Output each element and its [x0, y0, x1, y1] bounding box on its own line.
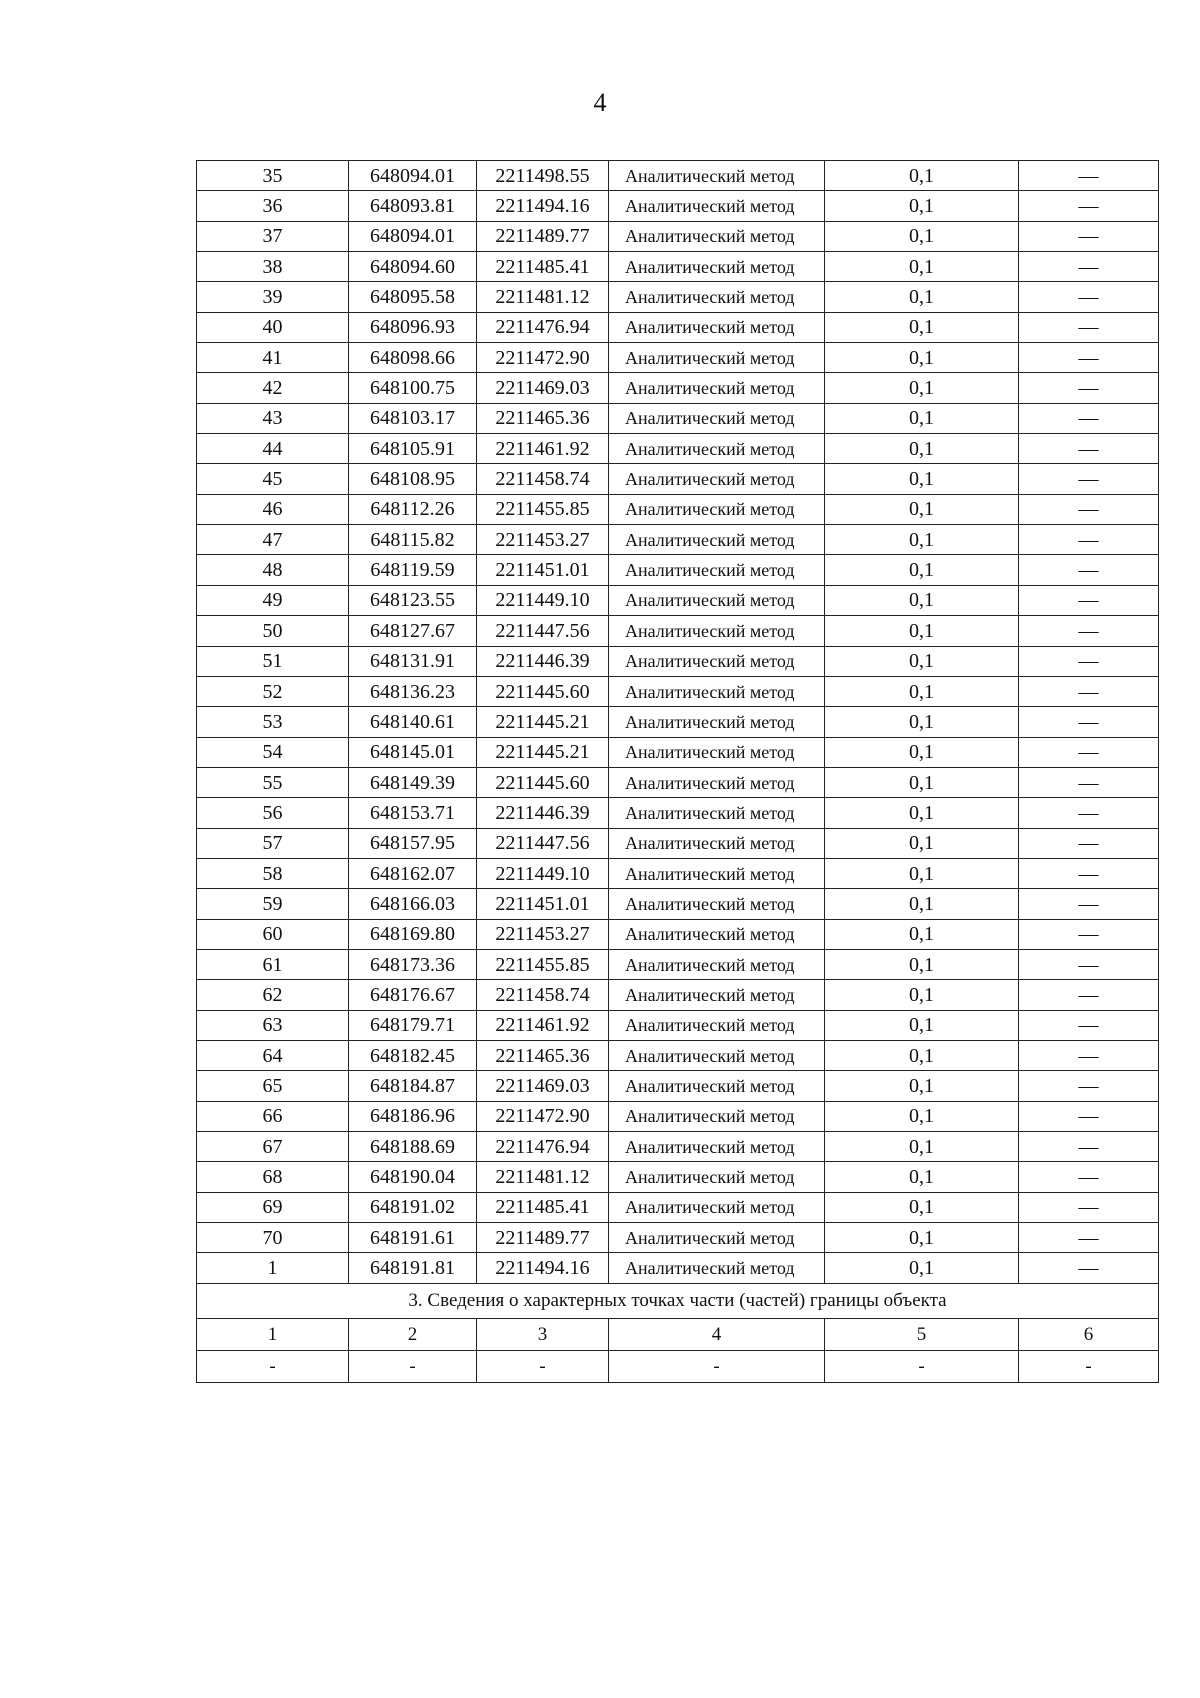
accuracy-cell: 0,1: [825, 980, 1019, 1010]
method-cell: Аналитический метод: [609, 191, 825, 221]
section3-header-cell: 6: [1019, 1318, 1159, 1350]
method-cell: Аналитический метод: [609, 252, 825, 282]
point-number-cell: 62: [197, 980, 349, 1010]
description-cell: —: [1019, 585, 1159, 615]
table-row: [197, 494, 1159, 524]
x-coordinate-cell: 648188.69: [349, 1132, 477, 1162]
method-cell: Аналитический метод: [609, 889, 825, 919]
table-row: [197, 919, 1159, 949]
point-number-cell: 42: [197, 373, 349, 403]
table-row: [197, 161, 1159, 191]
table-row: [197, 343, 1159, 373]
method-cell: Аналитический метод: [609, 1223, 825, 1253]
accuracy-cell: 0,1: [825, 1192, 1019, 1222]
x-coordinate-cell: 648191.61: [349, 1223, 477, 1253]
method-cell: Аналитический метод: [609, 373, 825, 403]
table-row: [197, 1223, 1159, 1253]
point-number-cell: 67: [197, 1132, 349, 1162]
table-row: [197, 767, 1159, 797]
y-coordinate-cell: 2211458.74: [477, 464, 609, 494]
y-coordinate-cell: 2211476.94: [477, 1132, 609, 1162]
y-coordinate-cell: 2211481.12: [477, 1162, 609, 1192]
description-cell: —: [1019, 494, 1159, 524]
description-cell: —: [1019, 434, 1159, 464]
point-number-cell: 61: [197, 949, 349, 979]
point-number-cell: 60: [197, 919, 349, 949]
y-coordinate-cell: 2211465.36: [477, 1040, 609, 1070]
point-number-cell: 59: [197, 889, 349, 919]
y-coordinate-cell: 2211494.16: [477, 191, 609, 221]
section3-value-cell: -: [1019, 1350, 1159, 1382]
accuracy-cell: 0,1: [825, 828, 1019, 858]
x-coordinate-cell: 648186.96: [349, 1101, 477, 1131]
description-cell: —: [1019, 464, 1159, 494]
accuracy-cell: 0,1: [825, 1162, 1019, 1192]
description-cell: —: [1019, 707, 1159, 737]
method-cell: Аналитический метод: [609, 1040, 825, 1070]
accuracy-cell: 0,1: [825, 403, 1019, 433]
accuracy-cell: 0,1: [825, 737, 1019, 767]
accuracy-cell: 0,1: [825, 676, 1019, 706]
x-coordinate-cell: 648105.91: [349, 434, 477, 464]
point-number-cell: 39: [197, 282, 349, 312]
method-cell: Аналитический метод: [609, 1071, 825, 1101]
y-coordinate-cell: 2211494.16: [477, 1253, 609, 1283]
point-number-cell: 44: [197, 434, 349, 464]
x-coordinate-cell: 648176.67: [349, 980, 477, 1010]
table-row: [197, 980, 1159, 1010]
section3-title: 3. Сведения о характерных точках части (частей) границы объекта: [197, 1283, 1159, 1318]
y-coordinate-cell: 2211489.77: [477, 1223, 609, 1253]
page-number: 4: [593, 88, 607, 117]
table-row: [197, 616, 1159, 646]
description-cell: —: [1019, 828, 1159, 858]
method-cell: Аналитический метод: [609, 1192, 825, 1222]
section3-value-cell: -: [477, 1350, 609, 1382]
accuracy-cell: 0,1: [825, 464, 1019, 494]
x-coordinate-cell: 648103.17: [349, 403, 477, 433]
y-coordinate-cell: 2211469.03: [477, 373, 609, 403]
table-row: [197, 676, 1159, 706]
point-number-cell: 36: [197, 191, 349, 221]
accuracy-cell: 0,1: [825, 1223, 1019, 1253]
y-coordinate-cell: 2211472.90: [477, 343, 609, 373]
section3-body: [197, 1283, 1159, 1382]
table-row: [197, 949, 1159, 979]
description-cell: —: [1019, 858, 1159, 888]
method-cell: Аналитический метод: [609, 1162, 825, 1192]
method-cell: Аналитический метод: [609, 828, 825, 858]
method-cell: Аналитический метод: [609, 980, 825, 1010]
description-cell: —: [1019, 798, 1159, 828]
x-coordinate-cell: 648115.82: [349, 525, 477, 555]
y-coordinate-cell: 2211489.77: [477, 221, 609, 251]
section3-header-row: [197, 1318, 1159, 1350]
section3-header-cell: 2: [349, 1318, 477, 1350]
y-coordinate-cell: 2211453.27: [477, 525, 609, 555]
accuracy-cell: 0,1: [825, 707, 1019, 737]
accuracy-cell: 0,1: [825, 949, 1019, 979]
table-row: [197, 1010, 1159, 1040]
point-number-cell: 41: [197, 343, 349, 373]
y-coordinate-cell: 2211458.74: [477, 980, 609, 1010]
method-cell: Аналитический метод: [609, 464, 825, 494]
description-cell: —: [1019, 161, 1159, 191]
method-cell: Аналитический метод: [609, 1101, 825, 1131]
description-cell: —: [1019, 1101, 1159, 1131]
description-cell: —: [1019, 1040, 1159, 1070]
table-row: [197, 434, 1159, 464]
x-coordinate-cell: 648123.55: [349, 585, 477, 615]
table-row: [197, 1162, 1159, 1192]
section3-title-row: [197, 1283, 1159, 1318]
description-cell: —: [1019, 616, 1159, 646]
description-cell: —: [1019, 767, 1159, 797]
x-coordinate-cell: 648149.39: [349, 767, 477, 797]
table-row: [197, 1192, 1159, 1222]
table-row: [197, 403, 1159, 433]
table-row: [197, 464, 1159, 494]
point-number-cell: 49: [197, 585, 349, 615]
accuracy-cell: 0,1: [825, 1253, 1019, 1283]
x-coordinate-cell: 648145.01: [349, 737, 477, 767]
accuracy-cell: 0,1: [825, 434, 1019, 464]
method-cell: Аналитический метод: [609, 525, 825, 555]
points-body: [197, 161, 1159, 1284]
point-number-cell: 37: [197, 221, 349, 251]
x-coordinate-cell: 648098.66: [349, 343, 477, 373]
table-row: [197, 828, 1159, 858]
method-cell: Аналитический метод: [609, 646, 825, 676]
y-coordinate-cell: 2211485.41: [477, 252, 609, 282]
point-number-cell: 58: [197, 858, 349, 888]
y-coordinate-cell: 2211445.60: [477, 767, 609, 797]
point-number-cell: 46: [197, 494, 349, 524]
x-coordinate-cell: 648166.03: [349, 889, 477, 919]
point-number-cell: 70: [197, 1223, 349, 1253]
method-cell: Аналитический метод: [609, 767, 825, 797]
y-coordinate-cell: 2211445.60: [477, 676, 609, 706]
accuracy-cell: 0,1: [825, 767, 1019, 797]
x-coordinate-cell: 648094.01: [349, 161, 477, 191]
table-row: [197, 858, 1159, 888]
y-coordinate-cell: 2211447.56: [477, 616, 609, 646]
point-number-cell: 64: [197, 1040, 349, 1070]
point-number-cell: 40: [197, 312, 349, 342]
table-row: [197, 1040, 1159, 1070]
section3-header-cell: 3: [477, 1318, 609, 1350]
section3-value-cell: -: [349, 1350, 477, 1382]
description-cell: —: [1019, 949, 1159, 979]
x-coordinate-cell: 648136.23: [349, 676, 477, 706]
table-row: [197, 525, 1159, 555]
table-row: [197, 737, 1159, 767]
method-cell: Аналитический метод: [609, 676, 825, 706]
method-cell: Аналитический метод: [609, 798, 825, 828]
section3-value-cell: -: [609, 1350, 825, 1382]
accuracy-cell: 0,1: [825, 373, 1019, 403]
description-cell: —: [1019, 191, 1159, 221]
description-cell: —: [1019, 737, 1159, 767]
accuracy-cell: 0,1: [825, 282, 1019, 312]
description-cell: —: [1019, 1192, 1159, 1222]
point-number-cell: 52: [197, 676, 349, 706]
table-row: [197, 798, 1159, 828]
accuracy-cell: 0,1: [825, 221, 1019, 251]
section3-header-cell: 1: [197, 1318, 349, 1350]
method-cell: Аналитический метод: [609, 555, 825, 585]
accuracy-cell: 0,1: [825, 798, 1019, 828]
y-coordinate-cell: 2211465.36: [477, 403, 609, 433]
y-coordinate-cell: 2211445.21: [477, 707, 609, 737]
y-coordinate-cell: 2211476.94: [477, 312, 609, 342]
x-coordinate-cell: 648094.60: [349, 252, 477, 282]
method-cell: Аналитический метод: [609, 707, 825, 737]
x-coordinate-cell: 648100.75: [349, 373, 477, 403]
table-row: [197, 889, 1159, 919]
y-coordinate-cell: 2211451.01: [477, 555, 609, 585]
method-cell: Аналитический метод: [609, 434, 825, 464]
point-number-cell: 38: [197, 252, 349, 282]
x-coordinate-cell: 648153.71: [349, 798, 477, 828]
point-number-cell: 43: [197, 403, 349, 433]
point-number-cell: 65: [197, 1071, 349, 1101]
method-cell: Аналитический метод: [609, 616, 825, 646]
accuracy-cell: 0,1: [825, 1010, 1019, 1040]
point-number-cell: 66: [197, 1101, 349, 1131]
accuracy-cell: 0,1: [825, 343, 1019, 373]
accuracy-cell: 0,1: [825, 585, 1019, 615]
x-coordinate-cell: 648095.58: [349, 282, 477, 312]
section3-header-cell: 4: [609, 1318, 825, 1350]
description-cell: —: [1019, 1010, 1159, 1040]
point-number-cell: 69: [197, 1192, 349, 1222]
accuracy-cell: 0,1: [825, 555, 1019, 585]
y-coordinate-cell: 2211446.39: [477, 646, 609, 676]
table-row: [197, 585, 1159, 615]
x-coordinate-cell: 648179.71: [349, 1010, 477, 1040]
table-row: [197, 1101, 1159, 1131]
x-coordinate-cell: 648131.91: [349, 646, 477, 676]
table-row: [197, 1132, 1159, 1162]
accuracy-cell: 0,1: [825, 525, 1019, 555]
description-cell: —: [1019, 312, 1159, 342]
method-cell: Аналитический метод: [609, 312, 825, 342]
description-cell: —: [1019, 282, 1159, 312]
y-coordinate-cell: 2211451.01: [477, 889, 609, 919]
description-cell: —: [1019, 1162, 1159, 1192]
y-coordinate-cell: 2211446.39: [477, 798, 609, 828]
y-coordinate-cell: 2211469.03: [477, 1071, 609, 1101]
description-cell: —: [1019, 252, 1159, 282]
accuracy-cell: 0,1: [825, 646, 1019, 676]
point-number-cell: 1: [197, 1253, 349, 1283]
y-coordinate-cell: 2211461.92: [477, 434, 609, 464]
section3-value-row: [197, 1350, 1159, 1382]
description-cell: —: [1019, 525, 1159, 555]
method-cell: Аналитический метод: [609, 1132, 825, 1162]
point-number-cell: 53: [197, 707, 349, 737]
y-coordinate-cell: 2211449.10: [477, 858, 609, 888]
section3-header-cell: 5: [825, 1318, 1019, 1350]
accuracy-cell: 0,1: [825, 889, 1019, 919]
description-cell: —: [1019, 373, 1159, 403]
method-cell: Аналитический метод: [609, 403, 825, 433]
y-coordinate-cell: 2211485.41: [477, 1192, 609, 1222]
x-coordinate-cell: 648173.36: [349, 949, 477, 979]
table-row: [197, 282, 1159, 312]
y-coordinate-cell: 2211461.92: [477, 1010, 609, 1040]
y-coordinate-cell: 2211455.85: [477, 494, 609, 524]
table-row: [197, 252, 1159, 282]
x-coordinate-cell: 648191.02: [349, 1192, 477, 1222]
x-coordinate-cell: 648184.87: [349, 1071, 477, 1101]
accuracy-cell: 0,1: [825, 858, 1019, 888]
accuracy-cell: 0,1: [825, 1071, 1019, 1101]
description-cell: —: [1019, 1253, 1159, 1283]
table-row: [197, 373, 1159, 403]
section3-value-cell: -: [825, 1350, 1019, 1382]
accuracy-cell: 0,1: [825, 1132, 1019, 1162]
description-cell: —: [1019, 403, 1159, 433]
x-coordinate-cell: 648162.07: [349, 858, 477, 888]
description-cell: —: [1019, 1223, 1159, 1253]
accuracy-cell: 0,1: [825, 616, 1019, 646]
x-coordinate-cell: 648119.59: [349, 555, 477, 585]
y-coordinate-cell: 2211455.85: [477, 949, 609, 979]
table-row: [197, 555, 1159, 585]
point-number-cell: 50: [197, 616, 349, 646]
accuracy-cell: 0,1: [825, 252, 1019, 282]
method-cell: Аналитический метод: [609, 494, 825, 524]
accuracy-cell: 0,1: [825, 494, 1019, 524]
accuracy-cell: 0,1: [825, 312, 1019, 342]
method-cell: Аналитический метод: [609, 221, 825, 251]
point-number-cell: 48: [197, 555, 349, 585]
point-number-cell: 63: [197, 1010, 349, 1040]
accuracy-cell: 0,1: [825, 161, 1019, 191]
point-number-cell: 51: [197, 646, 349, 676]
description-cell: —: [1019, 676, 1159, 706]
description-cell: —: [1019, 221, 1159, 251]
x-coordinate-cell: 648190.04: [349, 1162, 477, 1192]
y-coordinate-cell: 2211445.21: [477, 737, 609, 767]
x-coordinate-cell: 648182.45: [349, 1040, 477, 1070]
accuracy-cell: 0,1: [825, 1040, 1019, 1070]
method-cell: Аналитический метод: [609, 919, 825, 949]
y-coordinate-cell: 2211447.56: [477, 828, 609, 858]
description-cell: —: [1019, 646, 1159, 676]
method-cell: Аналитический метод: [609, 1253, 825, 1283]
coordinates-table: [196, 160, 1159, 1383]
description-cell: —: [1019, 919, 1159, 949]
table-row: [197, 1071, 1159, 1101]
method-cell: Аналитический метод: [609, 282, 825, 312]
method-cell: Аналитический метод: [609, 585, 825, 615]
x-coordinate-cell: 648191.81: [349, 1253, 477, 1283]
description-cell: —: [1019, 555, 1159, 585]
y-coordinate-cell: 2211472.90: [477, 1101, 609, 1131]
method-cell: Аналитический метод: [609, 343, 825, 373]
table-row: [197, 191, 1159, 221]
description-cell: —: [1019, 343, 1159, 373]
accuracy-cell: 0,1: [825, 191, 1019, 221]
point-number-cell: 47: [197, 525, 349, 555]
description-cell: —: [1019, 980, 1159, 1010]
point-number-cell: 45: [197, 464, 349, 494]
method-cell: Аналитический метод: [609, 1010, 825, 1040]
method-cell: Аналитический метод: [609, 737, 825, 767]
table-row: [197, 1253, 1159, 1283]
table-row: [197, 221, 1159, 251]
point-number-cell: 68: [197, 1162, 349, 1192]
table-row: [197, 646, 1159, 676]
description-cell: —: [1019, 1071, 1159, 1101]
y-coordinate-cell: 2211453.27: [477, 919, 609, 949]
method-cell: Аналитический метод: [609, 161, 825, 191]
y-coordinate-cell: 2211498.55: [477, 161, 609, 191]
x-coordinate-cell: 648157.95: [349, 828, 477, 858]
x-coordinate-cell: 648094.01: [349, 221, 477, 251]
point-number-cell: 56: [197, 798, 349, 828]
accuracy-cell: 0,1: [825, 1101, 1019, 1131]
method-cell: Аналитический метод: [609, 858, 825, 888]
x-coordinate-cell: 648140.61: [349, 707, 477, 737]
y-coordinate-cell: 2211449.10: [477, 585, 609, 615]
point-number-cell: 55: [197, 767, 349, 797]
x-coordinate-cell: 648108.95: [349, 464, 477, 494]
x-coordinate-cell: 648096.93: [349, 312, 477, 342]
accuracy-cell: 0,1: [825, 919, 1019, 949]
x-coordinate-cell: 648127.67: [349, 616, 477, 646]
point-number-cell: 57: [197, 828, 349, 858]
section3-value-cell: -: [197, 1350, 349, 1382]
x-coordinate-cell: 648169.80: [349, 919, 477, 949]
table-row: [197, 312, 1159, 342]
x-coordinate-cell: 648093.81: [349, 191, 477, 221]
point-number-cell: 35: [197, 161, 349, 191]
method-cell: Аналитический метод: [609, 949, 825, 979]
point-number-cell: 54: [197, 737, 349, 767]
description-cell: —: [1019, 889, 1159, 919]
y-coordinate-cell: 2211481.12: [477, 282, 609, 312]
table-row: [197, 707, 1159, 737]
description-cell: —: [1019, 1132, 1159, 1162]
x-coordinate-cell: 648112.26: [349, 494, 477, 524]
